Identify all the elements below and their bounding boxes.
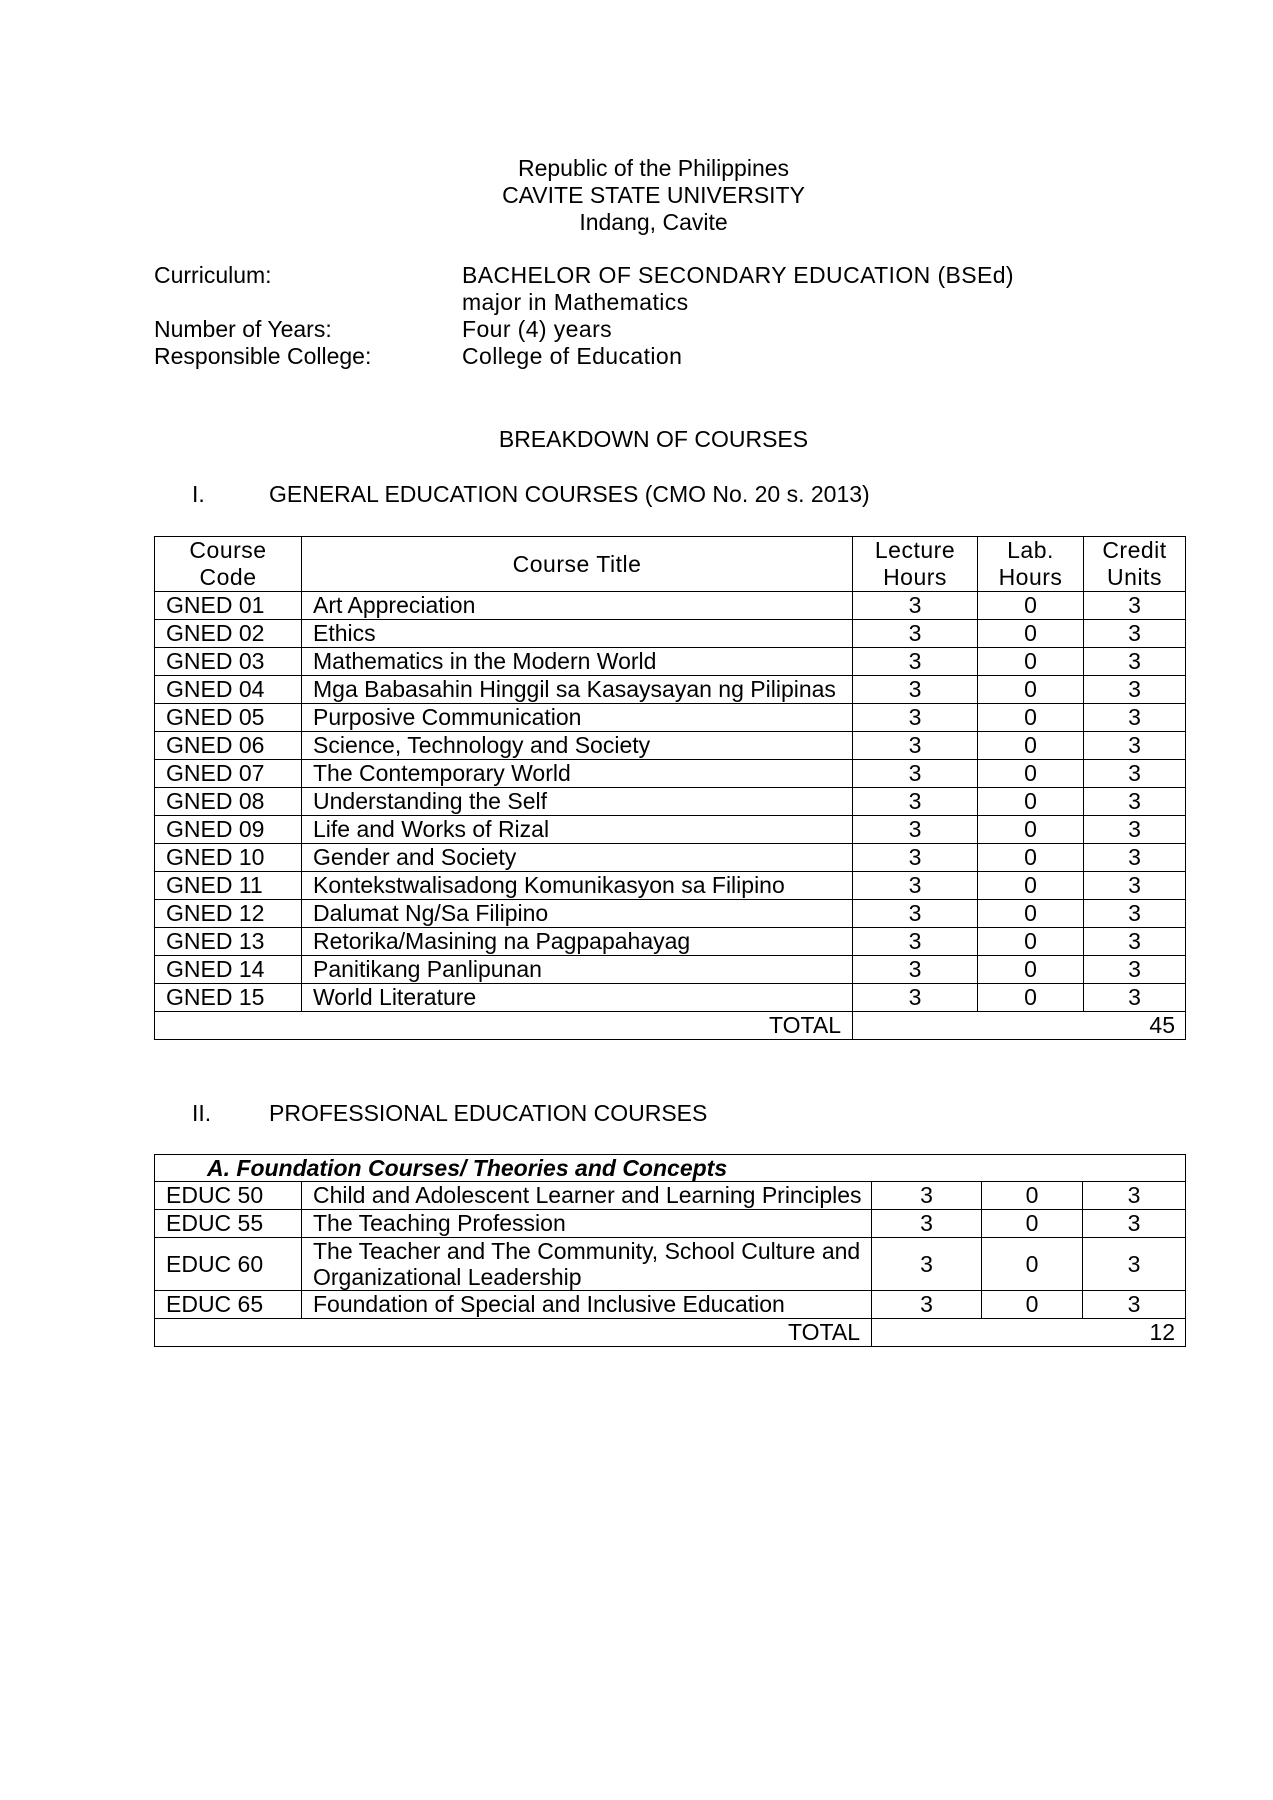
lecture-hours: 3 [853,956,978,984]
college-label: Responsible College: [154,343,372,369]
lecture-hours: 3 [853,984,978,1012]
total-value: 45 [853,1012,1186,1040]
college-value: College of Education [462,343,683,369]
lab-hours: 0 [978,788,1084,816]
credit-units: 3 [1084,760,1186,788]
lab-hours: 0 [982,1238,1083,1291]
course-code: GNED 12 [155,900,302,928]
credit-units: 3 [1084,676,1186,704]
lecture-hours: 3 [853,648,978,676]
lab-hours: 0 [978,928,1084,956]
lecture-hours: 3 [853,676,978,704]
table-row [155,1238,1186,1291]
course-code: GNED 03 [155,648,302,676]
table-row [155,592,1186,620]
course-title: The Teacher and The Community, School Culture and Organizational Leadership [302,1238,872,1291]
lecture-hours: 3 [872,1210,982,1238]
table-row [155,844,1186,872]
course-title: Science, Technology and Society [302,732,853,760]
header-location: Indang, Cavite [579,209,728,235]
subsection-row [155,1155,1186,1182]
course-title: Kontekstwalisadong Komunikasyon sa Filipino [302,872,853,900]
section1-numeral: I. [192,481,205,507]
table-row [155,676,1186,704]
years-label: Number of Years: [154,316,332,342]
lecture-hours: 3 [853,704,978,732]
course-title: The Contemporary World [302,760,853,788]
credit-units: 3 [1084,620,1186,648]
table-row [155,928,1186,956]
professional-education-table [154,1154,1186,1347]
course-title: Mathematics in the Modern World [302,648,853,676]
course-title: Ethics [302,620,853,648]
table-row [155,704,1186,732]
course-title: Foundation of Special and Inclusive Education [302,1291,872,1319]
column-header-title: Course Title [302,537,853,592]
credit-units: 3 [1084,592,1186,620]
section2-title: PROFESSIONAL EDUCATION COURSES [269,1100,708,1126]
course-title: Understanding the Self [302,788,853,816]
course-code: EDUC 65 [155,1291,302,1319]
course-title: Life and Works of Rizal [302,816,853,844]
lab-hours: 0 [978,956,1084,984]
credit-units: 3 [1084,844,1186,872]
total-row [155,1012,1186,1040]
section2-numeral: II. [192,1100,212,1126]
lecture-hours: 3 [853,900,978,928]
course-code: EDUC 50 [155,1182,302,1210]
subsection-title: A. Foundation Courses/ Theories and Concepts [155,1155,1186,1182]
course-code: GNED 01 [155,592,302,620]
credit-units: 3 [1084,956,1186,984]
lecture-hours: 3 [853,844,978,872]
lab-hours: 0 [978,844,1084,872]
lab-hours: 0 [978,732,1084,760]
table-row [155,788,1186,816]
lecture-hours: 3 [853,620,978,648]
course-code: GNED 11 [155,872,302,900]
course-code: GNED 13 [155,928,302,956]
course-title: Art Appreciation [302,592,853,620]
column-header-lecture: Lecture Hours [853,537,978,592]
credit-units: 3 [1084,704,1186,732]
curriculum-label: Curriculum: [154,262,272,288]
table-row [155,760,1186,788]
lecture-hours: 3 [872,1291,982,1319]
lab-hours: 0 [978,592,1084,620]
table-row [155,984,1186,1012]
total-label: TOTAL [155,1012,853,1040]
course-code: GNED 15 [155,984,302,1012]
lecture-hours: 3 [853,872,978,900]
table-row [155,872,1186,900]
course-code: GNED 07 [155,760,302,788]
section1-heading [192,481,870,508]
lecture-hours: 3 [872,1182,982,1210]
credit-units: 3 [1083,1182,1186,1210]
course-title: Purposive Communication [302,704,853,732]
lab-hours: 0 [978,676,1084,704]
course-title: Dalumat Ng/Sa Filipino [302,900,853,928]
lecture-hours: 3 [853,760,978,788]
curriculum-value: BACHELOR OF SECONDARY EDUCATION (BSEd) [462,262,1014,288]
course-code: GNED 09 [155,816,302,844]
course-code: EDUC 60 [155,1238,302,1291]
column-header-lab: Lab. Hours [978,537,1084,592]
course-title: Gender and Society [302,844,853,872]
header-republic: Republic of the Philippines [517,155,790,181]
credit-units: 3 [1084,900,1186,928]
course-title: World Literature [302,984,853,1012]
credit-units: 3 [1083,1291,1186,1319]
lab-hours: 0 [978,872,1084,900]
column-header-credit: Credit Units [1084,537,1186,592]
lab-hours: 0 [978,816,1084,844]
breakdown-title: BREAKDOWN OF COURSES [498,426,809,452]
total-label: TOTAL [155,1319,872,1347]
table-row [155,648,1186,676]
lab-hours: 0 [978,760,1084,788]
lab-hours: 0 [978,900,1084,928]
section1-title: GENERAL EDUCATION COURSES (CMO No. 20 s. 2013) [269,481,870,507]
header-university: CAVITE STATE UNIVERSITY [502,182,805,208]
section2-heading [192,1100,707,1127]
column-header-code: Course Code [155,537,302,592]
credit-units: 3 [1084,928,1186,956]
credit-units: 3 [1083,1238,1186,1291]
table-row [155,956,1186,984]
course-title: Retorika/Masining na Pagpapahayag [302,928,853,956]
table-header-row [155,537,1186,592]
credit-units: 3 [1084,648,1186,676]
lecture-hours: 3 [853,592,978,620]
curriculum-major: major in Mathematics [462,289,689,315]
lab-hours: 0 [978,620,1084,648]
lab-hours: 0 [978,648,1084,676]
course-code: EDUC 55 [155,1210,302,1238]
credit-units: 3 [1084,816,1186,844]
lab-hours: 0 [982,1291,1083,1319]
credit-units: 3 [1083,1210,1186,1238]
lab-hours: 0 [982,1182,1083,1210]
course-code: GNED 08 [155,788,302,816]
lecture-hours: 3 [853,816,978,844]
table-row [155,1210,1186,1238]
lecture-hours: 3 [872,1238,982,1291]
general-education-table [154,536,1186,1040]
table-row [155,732,1186,760]
course-title: Child and Adolescent Learner and Learning Principles [302,1182,872,1210]
credit-units: 3 [1084,984,1186,1012]
table-row [155,1182,1186,1210]
total-row [155,1319,1186,1347]
credit-units: 3 [1084,732,1186,760]
lab-hours: 0 [978,704,1084,732]
course-code: GNED 05 [155,704,302,732]
table-row [155,620,1186,648]
lab-hours: 0 [982,1210,1083,1238]
years-value: Four (4) years [462,316,613,342]
table-row [155,900,1186,928]
lab-hours: 0 [978,984,1084,1012]
table-row [155,816,1186,844]
course-code: GNED 02 [155,620,302,648]
course-title: The Teaching Profession [302,1210,872,1238]
lecture-hours: 3 [853,732,978,760]
total-value: 12 [872,1319,1186,1347]
course-code: GNED 10 [155,844,302,872]
lecture-hours: 3 [853,788,978,816]
course-code: GNED 04 [155,676,302,704]
curriculum-info [154,262,1104,370]
course-code: GNED 14 [155,956,302,984]
table-row [155,1291,1186,1319]
lecture-hours: 3 [853,928,978,956]
course-title: Mga Babasahin Hinggil sa Kasaysayan ng Pilipinas [302,676,853,704]
credit-units: 3 [1084,872,1186,900]
course-title: Panitikang Panlipunan [302,956,853,984]
course-code: GNED 06 [155,732,302,760]
credit-units: 3 [1084,788,1186,816]
